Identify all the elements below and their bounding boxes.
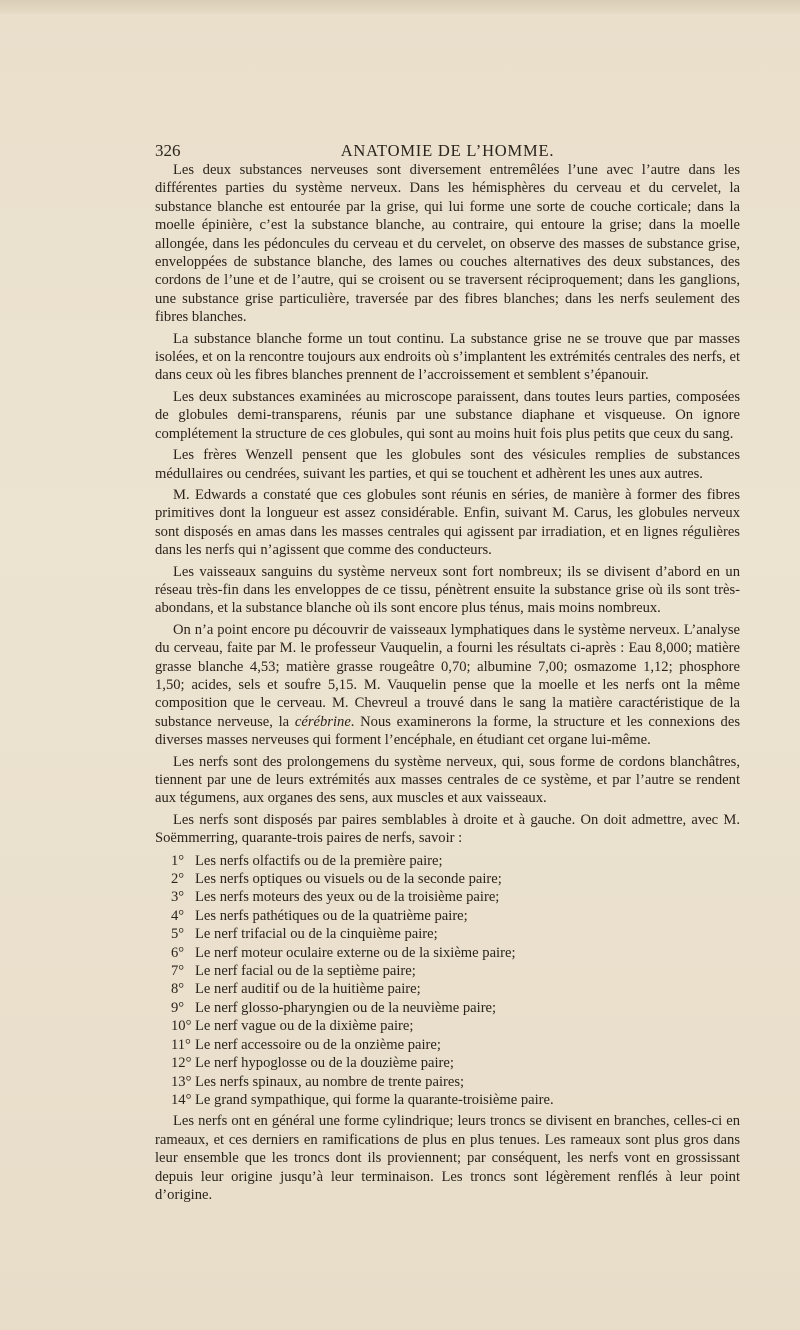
list-item — [155, 944, 740, 962]
list-text: Les nerfs olfactifs ou de la première paire; — [195, 852, 443, 869]
list-text: Le nerf facial ou de la septième paire; — [195, 963, 416, 980]
paragraph: Les nerfs sont disposés par paires semblables à droite et à gauche. On doit admettre, avec M. Soëmmerring, quarante-trois paires de nerfs, savoir : — [155, 811, 740, 847]
list-item — [155, 870, 740, 888]
paragraph — [155, 621, 740, 750]
list-text: Les nerfs moteurs des yeux ou de la troisième paire; — [195, 889, 500, 906]
page-body — [155, 161, 740, 1204]
list-text: Le grand sympathique, qui forme la quarante-troisième paire. — [195, 1091, 554, 1108]
paragraph: M. Edwards a constaté que ces globules sont réunis en séries, de manière à former des fibres primitives dont la longueur est assez considérable. Enfin, suivant M. Carus, les globules nerveux sont disposés en amas dans les masses centrales qui agissent par irradiation, et en lignes régulières dans les nerfs qui n’agissent que comme des conducteurs. — [155, 486, 740, 559]
paragraph: Les nerfs sont des prolongemens du système nerveux, qui, sous forme de cordons blanchâtres, tiennent par une de leurs extrémités aux masses centrales de ce système, et par l’autre se rendent aux tégumens, aux organes des sens, aux muscles et aux vaisseaux. — [155, 753, 740, 807]
list-number: 14° — [171, 1091, 192, 1108]
list-number: 9° — [171, 999, 185, 1016]
list-item — [155, 999, 740, 1017]
list-item — [155, 907, 740, 925]
paragraph-text: . Nous examinerons la forme, la structure et les connexions des diverses masses nerveuses qui forment l’encéphale, en étudiant cet organe lui-même. — [155, 713, 741, 749]
list-number: 3° — [171, 889, 185, 906]
page-header — [155, 141, 740, 163]
list-text: Le nerf auditif ou de la huitième paire; — [195, 981, 421, 998]
list-number: 5° — [171, 926, 185, 943]
list-number: 1° — [171, 852, 185, 869]
list-text: Le nerf moteur oculaire externe ou de la sixième paire; — [195, 944, 516, 961]
nerve-pairs-list — [155, 852, 740, 1110]
list-number: 7° — [171, 963, 185, 980]
list-number: 10° — [171, 1018, 192, 1035]
list-text: Le nerf hypoglosse ou de la douzième paire; — [195, 1055, 454, 1072]
running-title: ANATOMIE DE L’HOMME. — [340, 141, 555, 160]
list-item — [155, 925, 740, 943]
list-item — [155, 1073, 740, 1091]
list-item — [155, 888, 740, 906]
list-item — [155, 1036, 740, 1054]
list-number: 2° — [171, 871, 185, 888]
paragraph: Les deux substances nerveuses sont diversement entremêlées l’une avec l’autre dans les différentes parties du système nerveux. Dans les hémisphères du cerveau et du cervelet, la substance blanche est entourée par la grise, qui lui forme une sorte de couche corticale; dans la moelle épinière, c’est la substance blanche, au contraire, qui entoure la grise; dans la moelle allongée, dans les pédoncules du cerveau et du cervelet, on observe des masses de substance grise, enveloppées de substance blanche, des lames ou couches alternatives des deux substances, des cordons de l’une et de l’autre, qui se croisent ou se traversent réciproquement; dans les ganglions, une substance grise particulière, traversée par des fibres blanches; dans les nerfs seulement des fibres blanches. — [155, 162, 740, 326]
list-number: 8° — [171, 981, 185, 998]
list-number: 13° — [171, 1073, 192, 1090]
list-item — [155, 1054, 740, 1072]
list-text: Le nerf vague ou de la dixième paire; — [195, 1018, 414, 1035]
list-number: 11° — [171, 1036, 191, 1053]
list-item — [155, 1017, 740, 1035]
list-number: 4° — [171, 907, 185, 924]
paragraph: Les frères Wenzell pensent que les globules sont des vésicules remplies de substances médullaires ou cendrées, suivant les parties, et qui se touchent et adhèrent les unes aux autres. — [155, 447, 740, 482]
paragraph: Les nerfs ont en général une forme cylindrique; leurs troncs se divisent en branches, celles-ci en rameaux, et ces derniers en ramifications de plus en plus tenues. Les rameaux sont plus gros dans leur ensemble que les troncs dont ils proviennent; par conséquent, les nerfs vont en grossissant depuis leur origine jusqu’à leur terminaison. Les troncs sont légèrement renflés à leur point d’origine. — [155, 1113, 740, 1203]
page-number: 326 — [155, 141, 181, 160]
page-top-edge — [0, 0, 800, 14]
list-item — [155, 980, 740, 998]
list-text: Les nerfs optiques ou visuels ou de la seconde paire; — [195, 871, 502, 888]
list-text: Les nerfs spinaux, au nombre de trente paires; — [195, 1073, 465, 1090]
paragraph: La substance blanche forme un tout continu. La substance grise ne se trouve que par masses isolées, et on la rencontre toujours aux endroits où s’implantent les extrémités centrales des nerfs, et dans ceux où les fibres blanches prennent de l’accroissement et semblent s’épanouir. — [155, 330, 740, 384]
list-number: 6° — [171, 944, 185, 961]
list-text: Le nerf accessoire ou de la onzième paire; — [195, 1036, 441, 1053]
paragraph: Les vaisseaux sanguins du système nerveux sont fort nombreux; ils se divisent d’abord en un réseau très-fin dans les enveloppes de ce tissu, pénètrent ensuite la substance grise où ils sont très-abondans, et la substance blanche où ils sont encore plus ténus, mais moins nombreux. — [155, 563, 740, 617]
list-item — [155, 962, 740, 980]
list-text: Le nerf glosso-pharyngien ou de la neuvième paire; — [195, 999, 497, 1016]
italic-term: cérébrine — [294, 713, 351, 730]
list-text: Les nerfs pathétiques ou de la quatrième paire; — [195, 907, 468, 924]
list-item — [155, 1091, 740, 1109]
list-item — [155, 852, 740, 870]
paragraph: Les deux substances examinées au microscope paraissent, dans toutes leurs parties, composées de globules demi-transparens, réunis par une substance diaphane et visqueuse. On ignore complétement la structure de ces globules, qui sont au moins huit fois plus petits que ceux du sang. — [155, 388, 740, 442]
list-number: 12° — [171, 1055, 192, 1072]
paragraph-text: On n’a point encore pu découvrir de vaisseaux lymphatiques dans le système nerveux. L’analyse du cerveau, faite par M. le professeur Vauquelin, a fourni les résultats ci-après : Eau 8,000; matière grasse blanche 4,53; matière grasse rougeâtre 0,70; albumine 7,00; osmazome 1,12; phosphore 1,50; acides, sels et soufre 5,15. M. Vauquelin pense que la moelle et les nerfs ont la même composition que le cerveau. M. Chevreul a trouvé dans le sang la matière caractéristique de la substance nerveuse, la — [155, 621, 740, 730]
list-text: Le nerf trifacial ou de la cinquième paire; — [195, 926, 438, 943]
